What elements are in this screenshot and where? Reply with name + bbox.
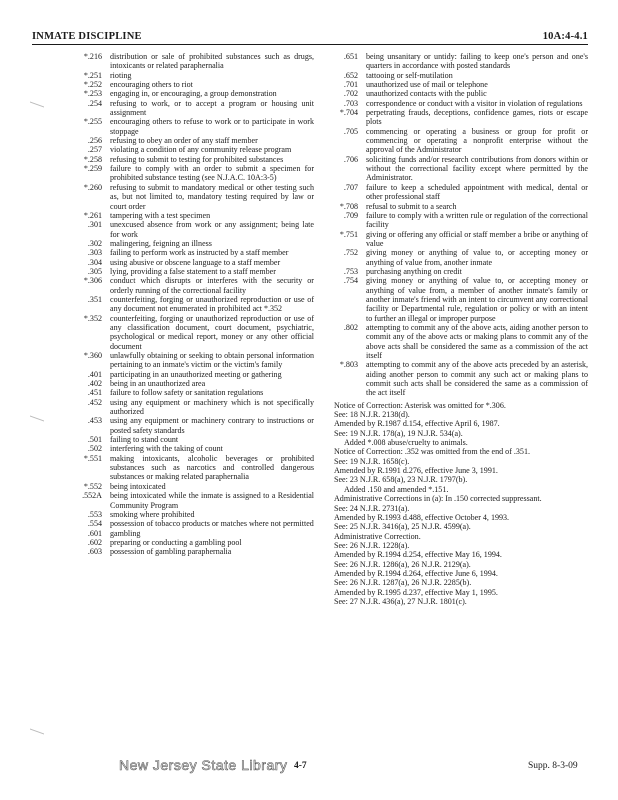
history-note: See: 25 N.J.R. 3416(a), 25 N.J.R. 4599(a).	[334, 522, 471, 532]
rule-text: failure to comply with an order to submit a specimen for prohibited substance testing (see N.J.A.C. 10A:3-5)	[110, 164, 314, 183]
history-note: Administrative Corrections in (a): In .150 corrected suppressant.	[334, 494, 542, 504]
rule-number: .254	[87, 98, 102, 108]
rule-number: .652	[343, 70, 358, 80]
rule-entry	[78, 267, 314, 276]
rule-number: .452	[87, 397, 102, 407]
rule-entry	[78, 491, 314, 510]
rule-entry	[78, 482, 314, 491]
history-note: Notice of Correction: .352 was omitted from the end of .351.	[334, 447, 530, 457]
rule-number: *.252	[83, 80, 102, 90]
rule-text: refusing to submit to mandatory medical or other testing such as, but not limited to, mandatory testing required by law or court order	[110, 182, 314, 211]
rule-number: .501	[87, 435, 102, 445]
rule-number: .401	[87, 369, 102, 379]
rule-number: .257	[87, 145, 102, 155]
rule-text: counterfeiting, forging or unauthorized reproduction or use of any classification document, court document, psychiatric, psychological or medical report, money or any other official document	[110, 313, 314, 351]
rule-entry	[78, 295, 314, 314]
history-note: Added .150 and amended *.151.	[344, 484, 449, 494]
rule-entry	[332, 248, 588, 267]
rule-text: failing to perform work as instructed by a staff member	[110, 248, 289, 258]
rule-text: being unsanitary or untidy: failing to keep one's person and one's quarters in accordance with posted standards	[366, 52, 588, 71]
rule-text: unexcused absence from work or any assignment; being late for work	[110, 220, 314, 239]
rule-text: conduct which disrupts or interferes with the security or orderly running of the correctional facility	[110, 276, 314, 295]
rule-number: .709	[343, 210, 358, 220]
rule-number: *.261	[83, 210, 102, 220]
rule-number: *.306	[83, 276, 102, 286]
rule-number: *.253	[83, 89, 102, 99]
rule-number: .553	[87, 509, 102, 519]
rule-entry	[332, 71, 588, 80]
rule-text: unauthorized contacts with the public	[366, 89, 487, 99]
rule-entry	[78, 370, 314, 379]
rule-number: *.360	[83, 351, 102, 360]
rule-text: attempting to commit any of the above acts, aiding another person to commit any of the above acts or making plans to commit any of the above acts shall be considered the same as a commission of the act itself	[366, 322, 588, 360]
right-entries	[332, 52, 588, 398]
history-note: See: 27 N.J.R. 436(a), 27 N.J.R. 1801(c).	[334, 596, 467, 606]
right-column	[332, 52, 588, 606]
rule-text: tampering with a test specimen	[110, 210, 211, 220]
rule-entry	[78, 89, 314, 98]
rule-entry	[78, 99, 314, 118]
rule-text: failure to keep a scheduled appointment with medical, dental or other professional staff	[366, 182, 588, 202]
rule-entry	[78, 454, 314, 482]
rule-entry	[332, 155, 588, 183]
rule-text: tattooing or self-mutilation	[366, 70, 453, 80]
rule-entry	[78, 276, 314, 295]
rule-text: possession of tobacco products or matches where not permitted	[110, 519, 314, 529]
rule-number: .305	[87, 266, 102, 276]
rule-number: *.803	[339, 360, 358, 370]
rule-text: gambling	[110, 528, 141, 538]
history-note: Amended by R.1987 d.154, effective April 6, 1987.	[334, 419, 500, 429]
rule-entry	[78, 164, 314, 183]
rule-number: .303	[87, 248, 102, 258]
history-note: Amended by R.1994 d.264, effective June 6, 1994.	[334, 568, 498, 578]
rule-entry	[78, 379, 314, 388]
rule-entry	[78, 52, 314, 71]
history-note: Amended by R.1991 d.276, effective June 3, 1991.	[334, 466, 498, 476]
page-number: 4-7	[294, 761, 307, 771]
rule-text: commencing or operating a business or group for profit or commencing or operating a nonprofit enterprise without the approval of the Administrator	[366, 126, 588, 155]
rule-number: *.251	[83, 70, 102, 80]
rule-entry	[78, 538, 314, 547]
rule-text: using abusive or obscene language to a staff member	[110, 257, 281, 267]
rule-number: *.751	[339, 229, 358, 239]
rule-text: being in an unauthorized area	[110, 379, 206, 389]
history-note: Added *.008 abuse/cruelty to animals.	[344, 438, 468, 448]
margin-mark	[30, 95, 44, 107]
rule-number: *.352	[83, 313, 102, 323]
rule-text: being intoxicated	[110, 481, 166, 491]
rule-number: .453	[87, 416, 102, 426]
rule-text: giving or offering any official or staff member a bribe or anything of value	[366, 229, 588, 248]
rule-number: .752	[343, 248, 358, 258]
rule-entry	[78, 71, 314, 80]
rule-number: *.255	[83, 117, 102, 127]
rule-text: encouraging others to refuse to work or to participate in work stoppage	[110, 117, 314, 136]
rule-text: counterfeiting, forging or unauthorized reproduction or use of any document not enumerated in prohibited act *.352	[110, 294, 314, 314]
rule-number: .256	[87, 136, 102, 146]
rule-number: .705	[343, 126, 358, 136]
rule-number: .802	[343, 322, 358, 332]
rule-number: *.708	[339, 201, 358, 211]
rule-entry	[78, 155, 314, 164]
history-note: See: 23 N.J.R. 658(a), 23 N.J.R. 1797(b).	[334, 475, 468, 485]
rule-number: *.216	[83, 52, 102, 61]
rule-number: *.704	[339, 108, 358, 118]
rule-number: .651	[343, 52, 358, 61]
rule-entry	[78, 211, 314, 220]
rule-text: unauthorized use of mail or telephone	[366, 80, 488, 90]
history-note: See: 26 N.J.R. 1286(a), 26 N.J.R. 2129(a).	[334, 559, 471, 569]
rule-number: .502	[87, 444, 102, 454]
rule-entry	[78, 314, 314, 351]
rule-entry	[332, 323, 588, 360]
history-note: See: 18 N.J.R. 2138(d).	[334, 410, 410, 420]
rule-entry	[332, 80, 588, 89]
rule-entry	[78, 220, 314, 239]
history-notes	[332, 401, 588, 607]
rule-entry	[78, 416, 314, 435]
rule-number: .402	[87, 379, 102, 389]
rule-text: using any equipment or machinery which is not specifically authorized	[110, 397, 314, 417]
rule-entry	[78, 398, 314, 417]
rule-text: interfering with the taking of count	[110, 444, 223, 454]
rule-entry	[332, 360, 588, 397]
margin-mark	[30, 409, 44, 421]
rule-entry	[78, 351, 314, 370]
rule-text: engaging in, or encouraging, a group demonstration	[110, 89, 277, 99]
rule-entry	[78, 258, 314, 267]
history-note: Amended by R.1995 d.237, effective May 1, 1995.	[334, 587, 498, 597]
rule-number: .603	[87, 547, 102, 557]
rule-text: using any equipment or machinery contrary to instructions or posted safety standards	[110, 416, 314, 435]
rule-text: failure to comply with a written rule or regulation of the correctional facility	[366, 210, 588, 230]
rule-entry	[332, 108, 588, 127]
rule-text: smoking where prohibited	[110, 509, 195, 519]
rule-entry	[332, 99, 588, 108]
rule-entry	[332, 230, 588, 249]
section-code: 10A:4-4.1	[542, 31, 588, 42]
rule-number: .707	[343, 182, 358, 192]
rule-text: soliciting funds and/or research contributions from donors within or without the correctional facility except where permitted by the Administrator.	[366, 154, 588, 183]
rule-number: *.552	[83, 481, 102, 491]
history-note: Notice of Correction: Asterisk was omitted for *.306.	[334, 400, 506, 410]
rule-entry	[78, 145, 314, 154]
rule-text: lying, providing a false statement to a staff member	[110, 266, 276, 276]
rule-number: .304	[87, 257, 102, 267]
rule-text: failing to stand count	[110, 435, 179, 445]
rule-text: distribution or sale of prohibited substances such as drugs, intoxicants or related paraphernalia	[110, 52, 314, 71]
rule-entry	[78, 529, 314, 538]
history-note: See: 24 N.J.R. 2731(a).	[334, 503, 410, 513]
rule-text: refusing to work, or to accept a program or housing unit assignment	[110, 98, 314, 118]
rule-entry	[78, 435, 314, 444]
supplement-date: Supp. 8-3-09	[528, 761, 578, 771]
rule-text: refusing to submit to testing for prohibited substances	[110, 154, 284, 164]
rule-text: violating a condition of any community release program	[110, 145, 292, 155]
rule-entry	[78, 444, 314, 453]
rule-entry	[332, 276, 588, 323]
rule-entry	[78, 388, 314, 397]
rule-number: .701	[343, 80, 358, 90]
rule-text: preparing or conducting a gambling pool	[110, 537, 242, 547]
rule-text: correspondence or conduct with a visitor in violation of regulations	[366, 98, 583, 108]
rule-text: possession of gambling paraphernalia	[110, 547, 232, 557]
rule-number: .601	[87, 528, 102, 538]
history-note: Administrative Correction.	[334, 531, 421, 541]
rule-number: *.258	[83, 154, 102, 164]
rule-number: .552A	[82, 491, 102, 501]
rule-text: rioting	[110, 70, 132, 80]
rule-text: malingering, feigning an illness	[110, 238, 212, 248]
rule-entry	[332, 183, 588, 202]
rule-text: participating in an unauthorized meeting or gathering	[110, 369, 282, 379]
rule-text: being intoxicated while the inmate is assigned to a Residential Community Program	[110, 491, 314, 510]
rule-text: refusing to obey an order of any staff member	[110, 136, 258, 146]
rule-text: attempting to commit any of the above acts preceded by an asterisk, aiding another person to commit any such act or making plans to commit such acts shall be considered the same as a commission of the act itself	[366, 360, 588, 398]
rule-text: giving money or anything of value to, or accepting money or anything of value from, a member of another inmate's family or another inmate's friend with an intent to circumvent any correctional facility or Departmental rule, regulation or policy or with an intent to further an illegal or improper purpose	[366, 276, 588, 323]
history-note: See: 26 N.J.R. 1287(a), 26 N.J.R. 2285(b).	[334, 578, 472, 588]
rule-number: *.260	[83, 182, 102, 192]
rule-text: failure to follow safety or sanitation regulations	[110, 388, 264, 398]
rule-entry	[78, 519, 314, 528]
rule-entry	[332, 89, 588, 98]
rule-number: .754	[343, 276, 358, 286]
rule-entry	[78, 136, 314, 145]
rule-entry	[332, 127, 588, 155]
rule-text: perpetrating frauds, deceptions, confidence games, riots or escape plots	[366, 108, 588, 127]
history-note: See: 19 N.J.R. 178(a), 19 N.J.R. 534(a).	[334, 428, 463, 438]
rule-text: refusal to submit to a search	[366, 201, 457, 211]
rule-number: .451	[87, 388, 102, 398]
rule-number: .703	[343, 98, 358, 108]
rule-number: .302	[87, 238, 102, 248]
rule-number: *.259	[83, 164, 102, 174]
rule-number: .301	[87, 220, 102, 230]
rule-entry	[332, 267, 588, 276]
rule-entry	[332, 52, 588, 71]
history-note: See: 19 N.J.R. 1658(c).	[334, 456, 410, 466]
rule-text: purchasing anything on credit	[366, 266, 462, 276]
rule-number: .753	[343, 266, 358, 276]
rule-entry	[78, 547, 314, 556]
rule-text: making intoxicants, alcoholic beverages or prohibited substances such as narcotics and controlled dangerous substances or making related paraphernalia	[110, 453, 314, 482]
rule-number: .351	[87, 294, 102, 304]
history-note: Amended by R.1993 d.488, effective October 4, 1993.	[334, 512, 510, 522]
rule-entry	[78, 248, 314, 257]
running-header	[32, 31, 588, 45]
chapter-title: INMATE DISCIPLINE	[32, 31, 142, 42]
rule-entry	[78, 80, 314, 89]
history-note: See: 26 N.J.R. 1228(a).	[334, 540, 410, 550]
left-column	[78, 52, 314, 557]
rule-text: encouraging others to riot	[110, 80, 193, 90]
rule-text: giving money or anything of value to, or accepting money or anything of value from, another inmate	[366, 248, 588, 267]
library-watermark: New Jersey State Library	[119, 757, 288, 773]
rule-number: .602	[87, 537, 102, 547]
rule-number: .554	[87, 519, 102, 529]
page-footer	[0, 755, 618, 779]
rule-entry	[78, 239, 314, 248]
rule-entry	[78, 510, 314, 519]
rule-entry	[332, 211, 588, 230]
rule-text: unlawfully obtaining or seeking to obtain personal information pertaining to an inmate's victim or the victim's family	[110, 351, 314, 370]
margin-mark	[30, 722, 44, 734]
rule-entry	[78, 117, 314, 136]
rule-number: *.551	[83, 453, 102, 463]
rule-entry	[78, 183, 314, 211]
rule-number: .706	[343, 154, 358, 164]
rule-entry	[332, 202, 588, 211]
rule-number: .702	[343, 89, 358, 99]
history-note: Amended by R.1994 d.254, effective May 16, 1994.	[334, 550, 502, 560]
